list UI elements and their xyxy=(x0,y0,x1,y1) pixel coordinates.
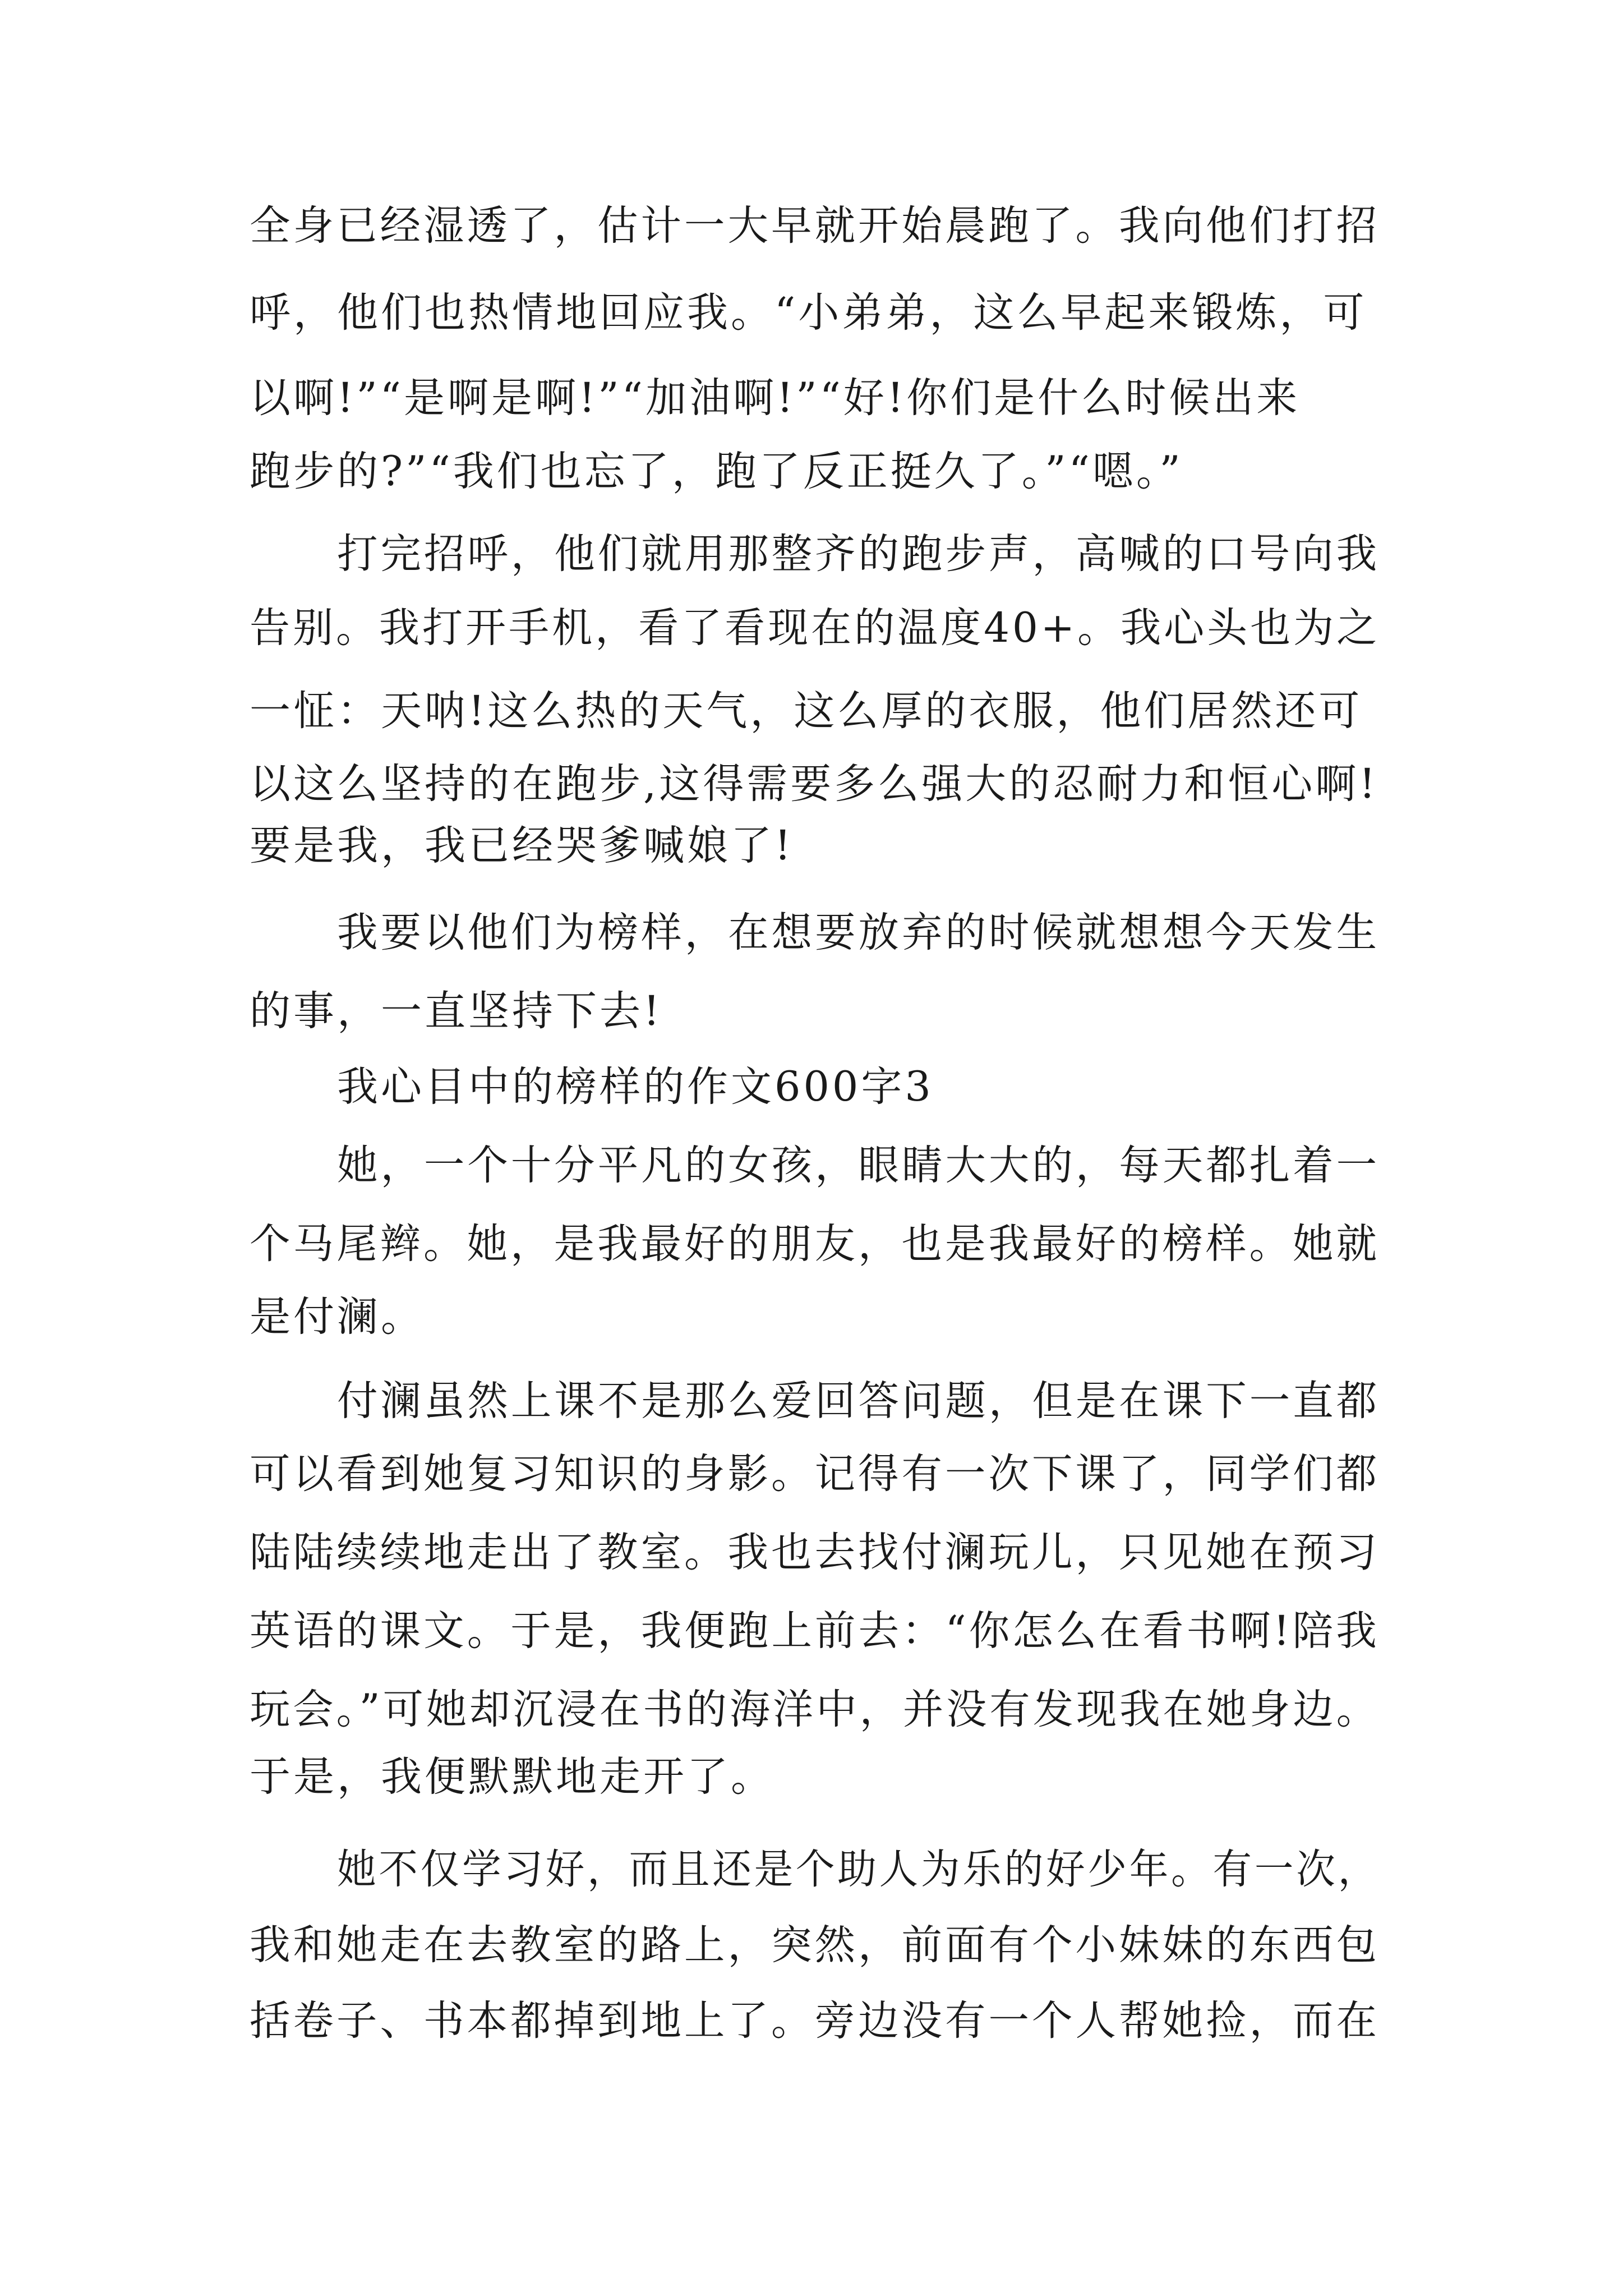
text-line: 跑步的?”“我们也忘了，跑了反正挺久了。”“嗯。” xyxy=(250,448,1183,495)
text-line: 玩会。”可她却沉浸在书的海洋中，并没有发现我在她身边。 xyxy=(250,1686,1380,1733)
paragraph-first-line: 打完招呼，他们就用那整齐的跑步声，高喊的口号向我 xyxy=(337,530,1380,578)
text-line: 于是，我便默默地走开了。 xyxy=(250,1753,774,1801)
text-line: 英语的课文。于是，我便跑上前去：“你怎么在看书啊!陪我 xyxy=(250,1607,1380,1655)
paragraph-first-line: 我要以他们为榜样，在想要放弃的时候就想想今天发生 xyxy=(337,909,1380,956)
paragraph-first-line: 她，一个十分平凡的女孩，眼睛大大的，每天都扎着一 xyxy=(337,1142,1380,1189)
text-line: 括卷子、书本都掉到地上了。旁边没有一个人帮她捡，而在 xyxy=(250,1997,1380,2045)
text-line: 是付澜。 xyxy=(250,1293,425,1341)
text-line: 我和她走在去教室的路上，突然，前面有个小妹妹的东西包 xyxy=(250,1921,1380,1969)
text-line: 以啊!”“是啊是啊!”“加油啊!”“好!你们是什么时候出来 xyxy=(250,374,1301,422)
text-line: 以这么坚持的在跑步,这得需要多么强大的忍耐力和恒心啊! xyxy=(250,760,1378,808)
text-line: 要是我，我已经哭爹喊娘了! xyxy=(250,822,794,869)
paragraph-first-line: 付澜虽然上课不是那么爱回答问题，但是在课下一直都 xyxy=(337,1377,1380,1425)
paragraph-first-line: 她不仅学习好，而且还是个助人为乐的好少年。有一次， xyxy=(337,1846,1380,1893)
text-line: 告别。我打开手机，看了看现在的温度40+。我心头也为之 xyxy=(250,604,1380,652)
text-line: 呼，他们也热情地回应我。“小弟弟，这么早起来锻炼，可 xyxy=(250,289,1367,337)
section-heading: 我心目中的榜样的作文600字3 xyxy=(337,1063,934,1111)
text-line: 全身已经湿透了，估计一大早就开始晨跑了。我向他们打招 xyxy=(250,202,1380,250)
text-line: 可以看到她复习知识的身影。记得有一次下课了，同学们都 xyxy=(250,1450,1380,1498)
text-line: 个马尾辫。她，是我最好的朋友，也是我最好的榜样。她就 xyxy=(250,1220,1380,1268)
text-line: 的事，一直坚持下去! xyxy=(250,987,663,1035)
text-line: 陆陆续续地走出了教室。我也去找付澜玩儿，只见她在预习 xyxy=(250,1529,1380,1576)
text-line: 一怔：天呐!这么热的天气，这么厚的衣服，他们居然还可 xyxy=(250,687,1363,735)
